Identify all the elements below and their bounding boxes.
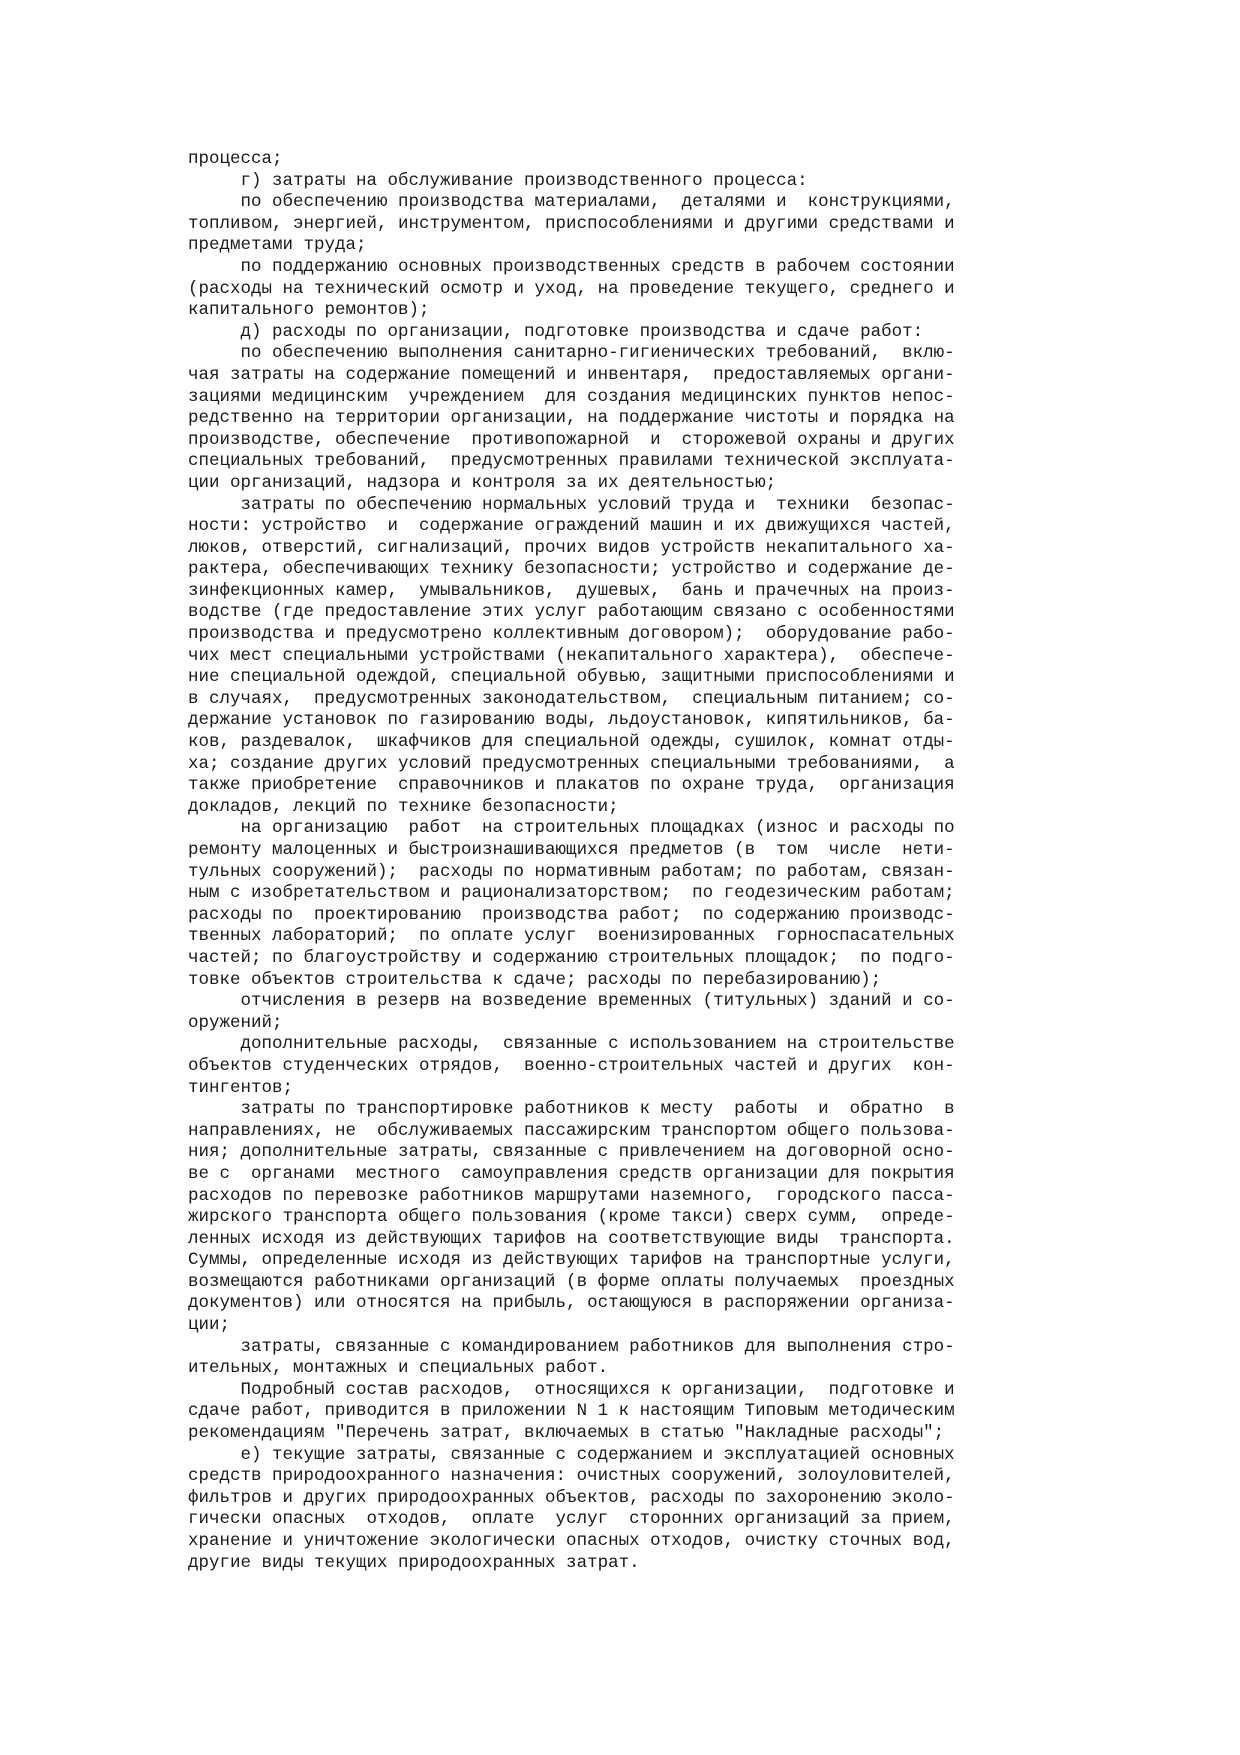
text-line: водстве (где предоставление этих услуг работающим связано с особенностями: [188, 602, 955, 623]
text-line: д) расходы по организации, подготовке производства и сдаче работ:: [188, 321, 924, 342]
text-line: затраты по транспортировке работников к месту работы и обратно в: [188, 1099, 955, 1120]
text-line: редственно на территории организации, на поддержание чистоты и порядка на: [188, 408, 955, 429]
text-line: объектов студенческих отрядов, военно-строительных частей и других кон-: [188, 1055, 955, 1076]
text-line: предметами труда;: [188, 235, 367, 256]
text-line: ным с изобретательством и рационализаторством; по геодезическим работам;: [188, 883, 955, 904]
text-line: ции организаций, надзора и контроля за их деятельностью;: [188, 472, 777, 493]
text-line: гически опасных отходов, оплате услуг сторонних организаций за прием,: [188, 1509, 955, 1530]
text-line: производстве, обеспечение противопожарной и сторожевой охраны и других: [188, 429, 955, 450]
text-line: затраты, связанные с командированием работников для выполнения стро-: [188, 1336, 955, 1357]
text-line: е) текущие затраты, связанные с содержанием и эксплуатацией основных: [188, 1444, 955, 1465]
text-line: затраты по обеспечению нормальных условий труда и техники безопас-: [188, 494, 955, 515]
text-line: возмещаются работниками организаций (в форме оплаты получаемых проездных: [188, 1271, 955, 1292]
text-line: г) затраты на обслуживание производственного процесса:: [188, 170, 808, 191]
text-line: в случаях, предусмотренных законодательством, специальным питанием; со-: [188, 688, 955, 709]
text-line: по поддержанию основных производственных средств в рабочем состоянии: [188, 256, 955, 277]
text-line: жирского транспорта общего пользования (кроме такси) сверх сумм, опреде-: [188, 1207, 955, 1228]
text-line: зинфекционных камер, умывальников, душевых, бань и прачечных на произ-: [188, 580, 955, 601]
text-line: (расходы на технический осмотр и уход, на проведение текущего, среднего и: [188, 278, 955, 299]
text-line: оружений;: [188, 1012, 283, 1033]
text-line: рекомендациям "Перечень затрат, включаемых в статью "Накладные расходы";: [188, 1423, 945, 1444]
text-line: средств природоохранного назначения: очистных сооружений, золоуловителей,: [188, 1466, 955, 1487]
text-line: докладов, лекций по технике безопасности;: [188, 796, 619, 817]
document-page: [188, 149, 1088, 1574]
text-line: другие виды текущих природоохранных затрат.: [188, 1552, 640, 1573]
text-line: по обеспечению выполнения санитарно-гигиенических требований, вклю-: [188, 343, 955, 364]
text-line: ния; дополнительные затраты, связанные с привлечением на договорной осно-: [188, 1142, 955, 1163]
text-line: ции;: [188, 1315, 231, 1336]
text-line: на организацию работ на строительных площадках (износ и расходы по: [188, 818, 955, 839]
text-line: ности: устройство и содержание ограждений машин и их движущихся частей,: [188, 516, 955, 537]
text-line: чая затраты на содержание помещений и инвентаря, предоставляемых органи-: [188, 364, 955, 385]
text-line: дополнительные расходы, связанные с использованием на строительстве: [188, 1034, 955, 1055]
text-line: производства и предусмотрено коллективным договором); оборудование рабо-: [188, 624, 955, 645]
text-line: зациями медицинским учреждением для создания медицинских пунктов непос-: [188, 386, 955, 407]
text-line: частей; по благоустройству и содержанию строительных площадок; по подго-: [188, 947, 955, 968]
text-line: товке объектов строительства к сдаче; расходы по перебазированию);: [188, 969, 882, 990]
text-line: ительных, монтажных и специальных работ.: [188, 1358, 609, 1379]
text-line: хранение и уничтожение экологически опасных отходов, очистку сточных вод,: [188, 1531, 955, 1551]
text-line: сдаче работ, приводится в приложении N 1 к настоящим Типовым методическим: [188, 1401, 955, 1422]
text-line: тульных сооружений); расходы по нормативным работам; по работам, связан-: [188, 861, 955, 882]
text-line: направлениях, не обслуживаемых пассажирским транспортом общего пользова-: [188, 1120, 955, 1141]
text-line: по обеспечению производства материалами, деталями и конструкциями,: [188, 192, 955, 213]
text-line: отчисления в резерв на возведение временных (титульных) зданий и со-: [188, 991, 955, 1012]
text-line: также приобретение справочников и плакатов по охране труда, организация: [188, 775, 955, 796]
text-line: твенных лабораторий; по оплате услуг военизированных горноспасательных: [188, 926, 955, 947]
text-line: капитального ремонтов);: [188, 300, 430, 321]
text-line: Суммы, определенные исходя из действующих тарифов на транспортные услуги,: [188, 1250, 955, 1271]
text-line: документов) или относятся на прибыль, остающуюся в распоряжении организа-: [188, 1293, 955, 1314]
text-line: ха; создание других условий предусмотренных специальными требованиями, а: [188, 753, 955, 774]
text-line: чих мест специальными устройствами (некапитального характера), обеспече-: [188, 645, 955, 666]
text-line: ков, раздевалок, шкафчиков для специальной одежды, сушилок, комнат отды-: [188, 732, 955, 753]
text-line: расходов по перевозке работников маршрутами наземного, городского пасса-: [188, 1185, 955, 1206]
text-line: Подробный состав расходов, относящихся к организации, подготовке и: [188, 1379, 955, 1400]
text-line: ве с органами местного самоуправления средств организации для покрытия: [188, 1163, 955, 1184]
text-line: люков, отверстий, сигнализаций, прочих видов устройств некапитального ха-: [188, 537, 955, 558]
text-line: процесса;: [188, 149, 283, 169]
text-line: держание установок по газированию воды, льдоустановок, кипятильников, ба-: [188, 710, 955, 731]
text-line: фильтров и других природоохранных объектов, расходы по захоронению эколо-: [188, 1487, 955, 1508]
text-line: топливом, энергией, инструментом, приспособлениями и другими средствами и: [188, 213, 955, 234]
text-line: рактера, обеспечивающих технику безопасности; устройство и содержание де-: [188, 559, 955, 580]
text-line: тингентов;: [188, 1077, 294, 1098]
text-line: специальных требований, предусмотренных правилами технической эксплуата-: [188, 451, 955, 472]
text-line: расходы по проектированию производства работ; по содержанию производс-: [188, 904, 955, 925]
text-line: ленных исходя из действующих тарифов на соответствующие виды транспорта.: [188, 1228, 955, 1249]
text-line: ремонту малоценных и быстроизнашивающихся предметов (в том числе нети-: [188, 840, 955, 860]
text-line: ние специальной одеждой, специальной обувью, защитными приспособлениями и: [188, 667, 955, 688]
